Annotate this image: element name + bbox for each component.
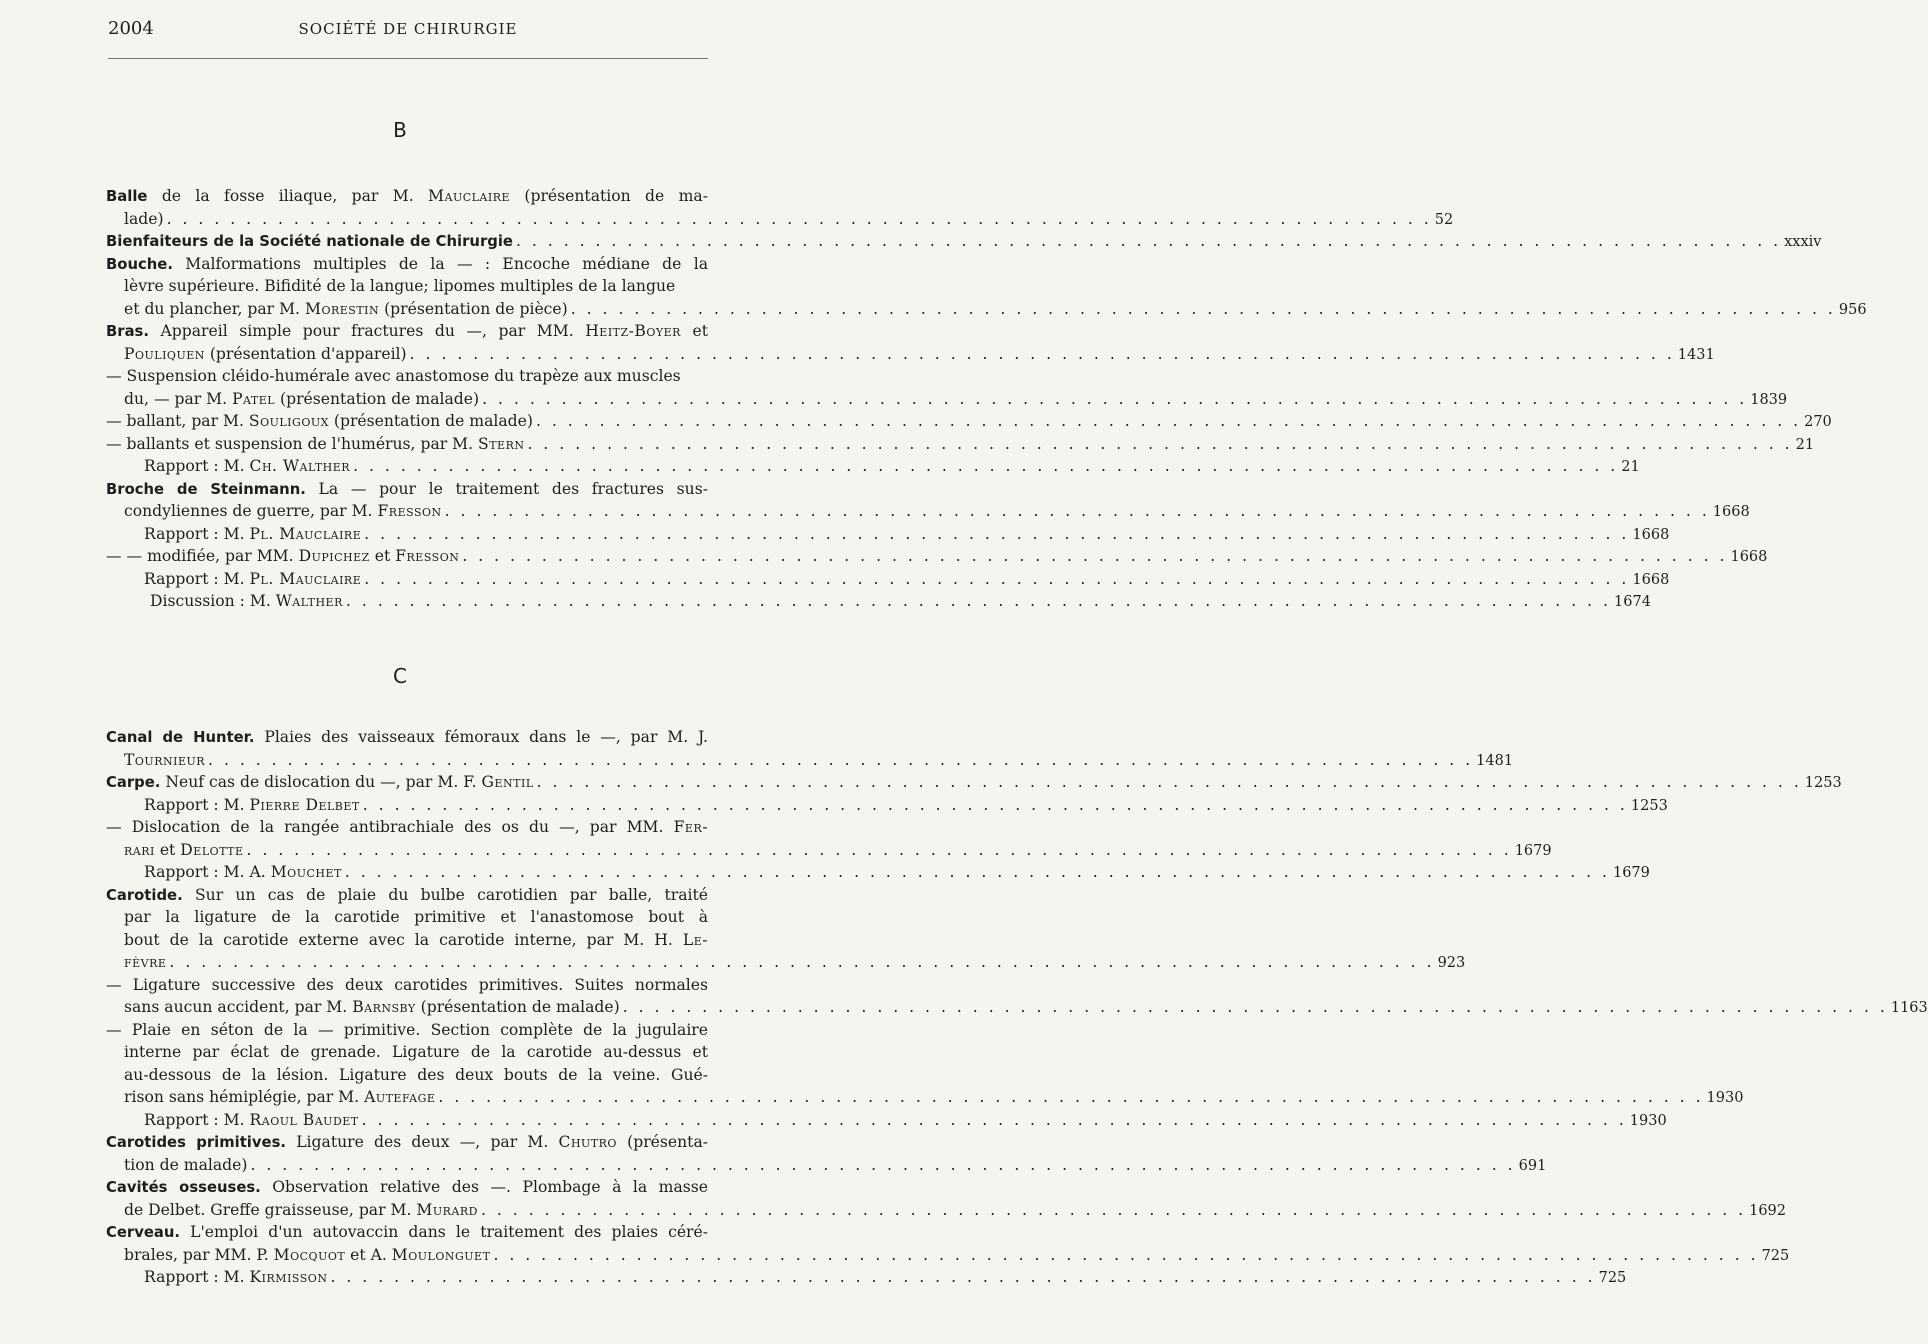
entry-text (124, 388, 479, 411)
author-name: Ch. Walther (249, 457, 351, 475)
entry-text (124, 298, 568, 321)
entry-fragment: du, — par M. (124, 389, 233, 408)
author-name: Morestin (304, 299, 380, 318)
entry-fragment: Sur un cas de plaie du bulbe carotidien par balle, traité (182, 885, 708, 904)
page-reference: 1668 (1712, 504, 1750, 520)
entry-heading: Cavités osseuses. (106, 1179, 261, 1196)
entry-fragment: (présentation de ma- (510, 187, 708, 205)
page-reference: 1839 (1750, 391, 1788, 408)
index-entry-line (106, 590, 1651, 613)
page-reference: 270 (1804, 414, 1832, 430)
entry-heading: Bouche. (106, 255, 173, 273)
index-entry-line (106, 478, 708, 501)
author-name: Fer- (673, 818, 708, 836)
entry-heading: Carotides primitives. (106, 1134, 286, 1151)
author-name: Pl. Mauclaire (249, 524, 362, 543)
author-name: Souligoux (248, 412, 329, 430)
page-reference: 1163 (1890, 1000, 1928, 1016)
entry-fragment: Ligature des deux —, par M. (286, 1133, 559, 1151)
entry-heading: Carpe. (106, 774, 161, 791)
entry-fragment: et (369, 547, 396, 565)
index-entry-line (106, 1131, 708, 1154)
index-entry-line (106, 749, 1514, 772)
page-reference: 725 (1598, 1270, 1627, 1286)
page-reference: 1692 (1749, 1202, 1787, 1219)
index-entry-line (106, 523, 1670, 546)
index-section-c (106, 726, 1928, 1289)
dot-leader: . . . . . . . . . . . . . . . . . . . . . . . . . . . . . . . . . . . . . . . . . . . . . . . . . . . . . . . . . . . . . . . . . . . . . . . . . . . . . . . . (438, 1088, 1704, 1106)
entry-heading: Bras. (106, 323, 149, 340)
entry-heading: Bienfaiteurs de la Société nationale de Chirurgie (106, 233, 513, 250)
author-name: Pl. Mauclaire (249, 569, 362, 588)
author-name: Pierre Delbet (249, 795, 360, 814)
entry-text (124, 1086, 435, 1109)
index-entry-line (106, 253, 708, 276)
entry-fragment: Rapport : M. (144, 457, 250, 475)
entry-fragment: Observation relative des —. Plombage à la masse (260, 1178, 708, 1196)
dot-leader: . . . . . . . . . . . . . . . . . . . . . . . . . . . . . . . . . . . . . . . . . . . . . . . . . . . . . . . . . . . . . . . . . . . . . . . . . . . . . . . . (444, 502, 1710, 520)
author-name: rari (124, 840, 155, 859)
dot-leader: . . . . . . . . . . . . . . . . . . . . . . . . . . . . . . . . . . . . . . . . . . . . . . . . . . . . . . . . . . . . . . . . . . . . . . . . . . . . . . . . (570, 299, 1836, 318)
index-entry-line (106, 816, 708, 839)
author-name: fèvre (124, 953, 167, 971)
entry-fragment: (présenta- (616, 1133, 709, 1151)
author-name: Mauclaire (428, 187, 511, 205)
page-reference: 1930 (1706, 1090, 1744, 1106)
entry-text (124, 929, 708, 952)
entry-fragment: et (680, 322, 708, 340)
entry-text (124, 208, 164, 231)
index-entry-line (106, 185, 708, 208)
entry-text (106, 230, 513, 254)
index-entry-line (106, 1041, 708, 1064)
entry-text (124, 1244, 490, 1267)
entry-text (124, 1041, 708, 1064)
index-entry-line (106, 1019, 708, 1042)
entry-fragment: Rapport : M. (144, 1110, 250, 1129)
page-number: 2004 (108, 18, 154, 39)
entry-fragment: L'emploi d'un autovaccin dans le traitement des plaies céré- (180, 1223, 708, 1241)
index-entry-line (106, 951, 1466, 974)
dot-leader: . . . . . . . . . . . . . . . . . . . . . . . . . . . . . . . . . . . . . . . . . . . . . . . . . . . . . . . . . . . . . . . . . . . . . . . . . . . . . . . . (364, 569, 1630, 588)
section-letter-c: C (393, 664, 407, 688)
entry-fragment: rison sans hémiplégie, par M. (124, 1088, 365, 1106)
page-reference: 52 (1434, 211, 1454, 228)
entry-fragment: (présentation de pièce) (379, 299, 568, 318)
entry-text (106, 1221, 708, 1245)
index-entry-line (106, 726, 708, 749)
author-name: Le- (682, 930, 708, 949)
entry-text (106, 410, 533, 433)
entry-fragment: Rapport : M. (144, 1268, 250, 1286)
index-entry-line (106, 568, 1670, 591)
entry-text (106, 545, 459, 568)
index-entry-line (106, 208, 1454, 231)
entry-text (106, 478, 708, 502)
index-entry-line (106, 298, 1867, 321)
section-letter-b: B (393, 118, 407, 142)
index-entry-line (106, 996, 1928, 1019)
entry-text (124, 749, 205, 772)
page-reference: 21 (1621, 459, 1640, 475)
index-entry-line (106, 433, 1815, 456)
dot-leader: . . . . . . . . . . . . . . . . . . . . . . . . . . . . . . . . . . . . . . . . . . . . . . . . . . . . . . . . . . . . . . . . . . . . . . . . . . . . . . . . (166, 209, 1432, 228)
dot-leader: . . . . . . . . . . . . . . . . . . . . . . . . . . . . . . . . . . . . . . . . . . . . . . . . . . . . . . . . . . . . . . . . . . . . . . . . . . . . . . . . (480, 1200, 1747, 1219)
index-entry-line (106, 545, 1768, 568)
index-entry-line (106, 1154, 1547, 1177)
entry-fragment: Rapport : M. A. (144, 863, 271, 881)
entry-text (106, 816, 708, 839)
author-name: Pouliquen (124, 344, 205, 363)
page-reference: 1930 (1629, 1112, 1667, 1129)
author-name: Dupichez (298, 547, 370, 565)
entry-text (106, 771, 534, 795)
page-header (108, 18, 708, 44)
author-name: Moulonguet (391, 1245, 491, 1264)
dot-leader: . . . . . . . . . . . . . . . . . . . . . . . . . . . . . . . . . . . . . . . . . . . . . . . . . . . . . . . . . . . . . . . . . . . . . . . . . . . . . . . . (361, 1110, 1627, 1129)
author-name: Murard (416, 1200, 478, 1219)
dot-leader: . . . . . . . . . . . . . . . . . . . . . . . . . . . . . . . . . . . . . . . . . . . . . . . . . . . . . . . . . . . . . . . . . . . . . . . . . . . . . . . . (493, 1245, 1759, 1264)
author-name: Autefage (364, 1088, 436, 1106)
entry-text (124, 996, 620, 1019)
entry-fragment: (présentation de malade) (328, 412, 533, 430)
dot-leader: . . . . . . . . . . . . . . . . . . . . . . . . . . . . . . . . . . . . . . . . . . . . . . . . . . . . . . . . . . . . . . . . . . . . . . . . . . . . . . . . (250, 1155, 1516, 1174)
entry-fragment: (présentation de malade) (415, 998, 620, 1016)
entry-fragment: — ballants et suspension de l'humérus, par M. (106, 434, 479, 453)
entry-fragment: au-dessous de la lésion. Ligature des deux bouts de la veine. Gué- (124, 1065, 708, 1084)
page-reference: 1431 (1677, 346, 1715, 363)
dot-leader: . . . . . . . . . . . . . . . . . . . . . . . . . . . . . . . . . . . . . . . . . . . . . . . . . . . . . . . . . . . . . . . . . . . . . . . . . . . . . . . . (246, 840, 1512, 859)
entry-text (144, 1109, 359, 1132)
entry-fragment: lade) (124, 209, 164, 228)
entry-fragment: — Ligature successive des deux carotides primitives. Suites normales (106, 975, 708, 994)
entry-fragment: tion de malade) (124, 1155, 248, 1174)
author-name: Delotte (180, 840, 244, 859)
entry-text (106, 1176, 708, 1200)
entry-heading: Broche de Steinmann. (106, 480, 306, 498)
index-entry-line (106, 1244, 1790, 1267)
index-entry-line (106, 320, 708, 343)
entry-fragment: Rapport : M. (144, 795, 250, 814)
index-entry-line (106, 771, 1842, 794)
page-reference: 1668 (1632, 571, 1670, 588)
entry-text (124, 1154, 247, 1177)
author-name: Raoul Baudet (249, 1110, 359, 1129)
author-name: Patel (232, 389, 276, 408)
page-reference: 21 (1795, 436, 1815, 453)
running-title: SOCIÉTÉ DE CHIRURGIE (298, 20, 518, 38)
dot-leader: . . . . . . . . . . . . . . . . . . . . . . . . . . . . . . . . . . . . . . . . . . . . . . . . . . . . . . . . . . . . . . . . . . . . . . . . . . . . . . . . (462, 547, 1728, 565)
entry-text (106, 320, 708, 344)
index-entry-line (106, 500, 1750, 523)
entry-fragment: sans aucun accident, par M. (124, 998, 353, 1016)
entry-fragment: et (154, 840, 181, 859)
entry-text (124, 839, 244, 862)
index-entry-line (106, 1086, 1744, 1109)
entry-text (106, 1019, 708, 1042)
entry-fragment: — Dislocation de la rangée antibrachiale des os du —, par MM. (106, 818, 674, 836)
index-entry-line (106, 839, 1552, 862)
author-name: Kirmisson (249, 1268, 328, 1286)
dot-leader: . . . . . . . . . . . . . . . . . . . . . . . . . . . . . . . . . . . . . . . . . . . . . . . . . . . . . . . . . . . . . . . . . . . . . . . . . . . . . . . . (409, 344, 1675, 363)
index-entry-line (106, 906, 708, 929)
page-reference: 1668 (1730, 549, 1768, 565)
entry-text (106, 726, 708, 750)
entry-text (144, 455, 350, 478)
entry-fragment: Malformations multiples de la — : Encoche médiane de la (172, 254, 708, 273)
page-reference: 1253 (1630, 797, 1668, 814)
dot-leader: . . . . . . . . . . . . . . . . . . . . . . . . . . . . . . . . . . . . . . . . . . . . . . . . . . . . . . . . . . . . . . . . . . . . . . . . . . . . . . . . (330, 1268, 1596, 1286)
entry-text (124, 951, 166, 974)
index-entry-line (106, 388, 1788, 411)
entry-text (106, 433, 525, 456)
dot-leader: . . . . . . . . . . . . . . . . . . . . . . . . . . . . . . . . . . . . . . . . . . . . . . . . . . . . . . . . . . . . . . . . . . . . . . . . . . . . . . . . (536, 773, 1802, 791)
entry-fragment: et du plancher, par M. (124, 299, 305, 318)
author-name: Fresson (395, 547, 460, 565)
index-entry-line (106, 365, 708, 388)
dot-leader: . . . . . . . . . . . . . . . . . . . . . . . . . . . . . . . . . . . . . . . . . . . . . . . . . . . . . . . . . . . . . . . . . . . . . . . . . . . . . . . . (353, 457, 1619, 475)
entry-text (106, 365, 681, 388)
entry-text (124, 1064, 708, 1087)
page-reference: 725 (1761, 1247, 1790, 1264)
index-entry-line (106, 1109, 1667, 1132)
dot-leader: . . . . . . . . . . . . . . . . . . . . . . . . . . . . . . . . . . . . . . . . . . . . . . . . . . . . . . . . . . . . . . . . . . . . . . . . . . . . . . . . (482, 389, 1748, 408)
entry-fragment: — Suspension cléido-humérale avec anastomose du trapèze aux muscles (106, 367, 681, 385)
entry-fragment: Appareil simple pour fractures du —, par MM. (149, 322, 586, 340)
entry-text (106, 884, 708, 908)
entry-text (124, 343, 407, 366)
entry-text (144, 1266, 327, 1289)
dot-leader: . . . . . . . . . . . . . . . . . . . . . . . . . . . . . . . . . . . . . . . . . . . . . . . . . . . . . . . . . . . . . . . . . . . . . . . . . . . . . . . . (344, 863, 1610, 881)
dot-leader: . . . . . . . . . . . . . . . . . . . . . . . . . . . . . . . . . . . . . . . . . . . . . . . . . . . . . . . . . . . . . . . . . . . . . . . . . . . . . . . . (362, 795, 1628, 814)
index-entry-line (106, 884, 708, 907)
dot-leader: . . . . . . . . . . . . . . . . . . . . . . . . . . . . . . . . . . . . . . . . . . . . . . . . . . . . . . . . . . . . . . . . . . . . . . . . . . . . . . . . (527, 434, 1793, 453)
entry-text (106, 253, 708, 277)
entry-text (144, 861, 342, 884)
entry-text (124, 275, 675, 298)
index-entry-line (106, 1199, 1787, 1222)
index-entry-line (106, 275, 708, 298)
page-reference: 691 (1518, 1157, 1547, 1174)
index-entry-line (106, 1064, 708, 1087)
entry-heading: Canal de Hunter. (106, 729, 255, 746)
page-reference: 1668 (1632, 526, 1670, 543)
entry-fragment: de la fosse iliaque, par M. (147, 187, 429, 205)
entry-text (124, 500, 442, 523)
entry-fragment: Rapport : M. (144, 569, 250, 588)
page-reference: 1679 (1514, 842, 1552, 859)
index-entry-line (106, 230, 1822, 253)
entry-text (144, 794, 360, 817)
entry-text (106, 185, 708, 209)
author-name: Chutro (558, 1133, 617, 1151)
author-name: Heitz-Boyer (585, 322, 681, 340)
author-name: Tournieur (124, 750, 206, 769)
entry-fragment: — Plaie en séton de la — primitive. Section complète de la jugulaire (106, 1020, 708, 1039)
index-entry-line (106, 410, 1832, 433)
entry-fragment: et A. (345, 1245, 392, 1264)
index-entry-line (106, 861, 1650, 884)
entry-heading: Balle (106, 188, 148, 205)
dot-leader: . . . . . . . . . . . . . . . . . . . . . . . . . . . . . . . . . . . . . . . . . . . . . . . . . . . . . . . . . . . . . . . . . . . . . . . . . . . . . . . . (208, 750, 1474, 769)
index-entry-line (106, 1266, 1627, 1289)
page-reference: 956 (1838, 301, 1867, 318)
entry-fragment: Discussion : M. (150, 592, 276, 610)
author-name: Gentil (481, 773, 534, 791)
header-rule (108, 58, 708, 59)
entry-text (150, 590, 343, 613)
entry-fragment: brales, par MM. P. (124, 1245, 274, 1264)
index-section-b (106, 185, 1867, 613)
index-entry-line (106, 343, 1715, 366)
entry-fragment: Neuf cas de dislocation du —, par M. F. (160, 773, 482, 791)
entry-text (144, 523, 361, 546)
entry-fragment: — — modifiée, par MM. (106, 547, 299, 565)
entry-fragment: (présentation de malade) (275, 389, 480, 408)
index-entry-line (106, 974, 708, 997)
entry-text (106, 974, 708, 997)
author-name: Mocquot (273, 1245, 346, 1264)
entry-fragment: La — pour le traitement des fractures sus- (305, 479, 709, 498)
entry-fragment: Rapport : M. (144, 524, 250, 543)
entry-text (124, 906, 708, 929)
page-reference: 1253 (1804, 775, 1842, 791)
page-reference: xxxiv (1784, 234, 1822, 250)
dot-leader: . . . . . . . . . . . . . . . . . . . . . . . . . . . . . . . . . . . . . . . . . . . . . . . . . . . . . . . . . . . . . . . . . . . . . . . . . . . . . . . . (535, 412, 1802, 430)
entry-fragment: — ballant, par M. (106, 412, 249, 430)
author-name: Barnsby (352, 998, 416, 1016)
entry-heading: Cerveau. (106, 1224, 181, 1241)
entry-text (124, 1199, 478, 1222)
author-name: Walther (275, 592, 343, 610)
author-name: Mouchet (270, 863, 342, 881)
entry-heading: Carotide. (106, 886, 183, 904)
page-reference: 1674 (1614, 594, 1651, 610)
entry-fragment: interne par éclat de grenade. Ligature de la carotide au-dessus et (124, 1043, 708, 1061)
entry-text (144, 568, 361, 591)
dot-leader: . . . . . . . . . . . . . . . . . . . . . . . . . . . . . . . . . . . . . . . . . . . . . . . . . . . . . . . . . . . . . . . . . . . . . . . . . . . . . . . . (622, 998, 1888, 1016)
entry-fragment: bout de la carotide externe avec la carotide interne, par M. H. (124, 930, 683, 949)
page-reference: 1679 (1612, 865, 1650, 881)
index-entry-line (106, 455, 1640, 478)
entry-fragment: Plaies des vaisseaux fémoraux dans le —, par M. J. (254, 728, 708, 746)
entry-fragment: lèvre supérieure. Bifidité de la langue; lipomes multiples de la langue (124, 277, 676, 295)
author-name: Stern (478, 434, 525, 453)
author-name: Fresson (377, 502, 442, 520)
page-reference: 1481 (1476, 752, 1514, 769)
entry-text (106, 1131, 708, 1155)
page-reference: 923 (1437, 955, 1466, 971)
entry-fragment: de Delbet. Greffe graisseuse, par M. (124, 1200, 417, 1219)
index-entry-line (106, 929, 708, 952)
dot-leader: . . . . . . . . . . . . . . . . . . . . . . . . . . . . . . . . . . . . . . . . . . . . . . . . . . . . . . . . . . . . . . . . . . . . . . . . . . . . . . . . (515, 232, 1782, 250)
index-entry-line (106, 1176, 708, 1199)
entry-fragment: (présentation d'appareil) (204, 344, 407, 363)
entry-fragment: condyliennes de guerre, par M. (124, 502, 378, 520)
index-entry-line (106, 1221, 708, 1244)
dot-leader: . . . . . . . . . . . . . . . . . . . . . . . . . . . . . . . . . . . . . . . . . . . . . . . . . . . . . . . . . . . . . . . . . . . . . . . . . . . . . . . . (345, 592, 1612, 610)
dot-leader: . . . . . . . . . . . . . . . . . . . . . . . . . . . . . . . . . . . . . . . . . . . . . . . . . . . . . . . . . . . . . . . . . . . . . . . . . . . . . . . . (169, 953, 1435, 971)
index-entry-line (106, 794, 1668, 817)
dot-leader: . . . . . . . . . . . . . . . . . . . . . . . . . . . . . . . . . . . . . . . . . . . . . . . . . . . . . . . . . . . . . . . . . . . . . . . . . . . . . . . . (364, 524, 1630, 543)
entry-fragment: par la ligature de la carotide primitive et l'anastomose bout à (124, 908, 708, 926)
